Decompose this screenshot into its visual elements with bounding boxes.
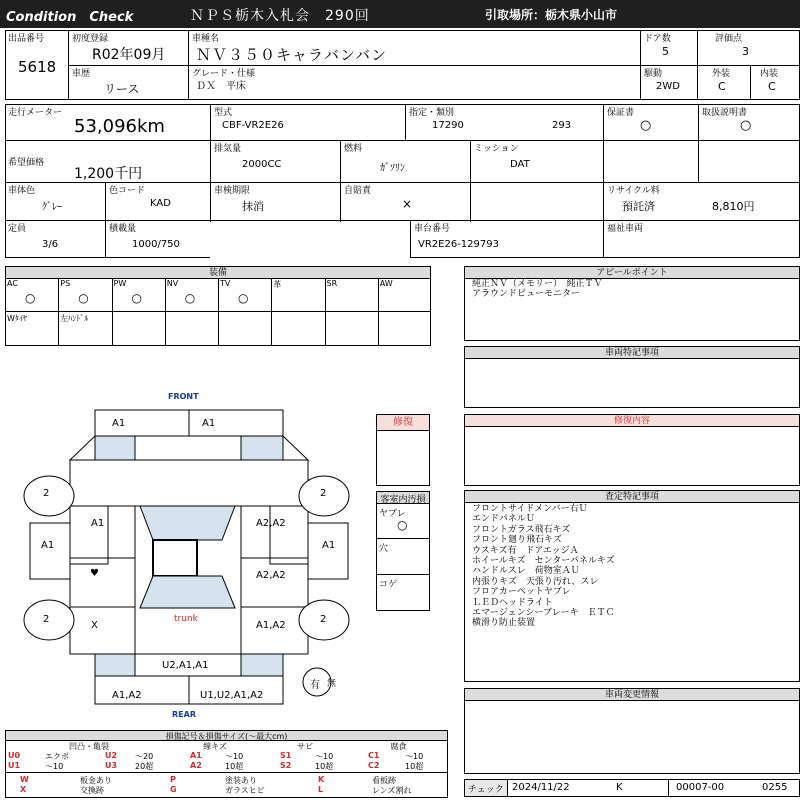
inspection-notes-lines bbox=[472, 504, 615, 629]
warranty-value: ○ bbox=[640, 118, 652, 133]
spec-value-1: 17290 bbox=[432, 120, 464, 131]
legend-desc: ～20 bbox=[135, 752, 154, 761]
check-label: チェック bbox=[468, 785, 504, 795]
interior-value: C bbox=[768, 80, 776, 93]
inspection-note-line: フロントサイドメンバー右Ｕ bbox=[472, 504, 588, 514]
warranty-label: 保証書 bbox=[607, 108, 635, 118]
front-left-lamp bbox=[95, 436, 135, 460]
manual-value: ○ bbox=[740, 118, 752, 133]
change-info-title: 車両変更情報 bbox=[465, 689, 799, 701]
tire-front-left-depth: 2 bbox=[43, 488, 50, 499]
front-right-bumper-damage: A1 bbox=[202, 418, 216, 429]
cabin-tear-label: ヤブレ bbox=[379, 509, 406, 519]
inspection-note-line: ウスキズ有 ドアエッジＡ bbox=[472, 545, 579, 556]
inspection-note-line: 横滑り防止装置 bbox=[472, 618, 536, 629]
legend-desc: 板金あり bbox=[80, 776, 112, 785]
mission-label: ミッション bbox=[474, 144, 519, 154]
equipment-extra: Wﾀｲﾔ bbox=[7, 314, 27, 323]
repair-box-title: 修復 bbox=[377, 415, 429, 431]
history-label: 車歴 bbox=[72, 69, 91, 79]
legend-desc: ガラスヒビ bbox=[225, 786, 265, 795]
reg-value: R02年09月 bbox=[92, 47, 166, 63]
cabin-burn-label: コゲ bbox=[379, 580, 398, 590]
load-label: 積載量 bbox=[109, 224, 137, 234]
rear-bottom-right-damage: U1,U2,A1,A2 bbox=[200, 690, 264, 701]
doors-label: ドア数 bbox=[644, 34, 671, 44]
legend-desc: 10超 bbox=[225, 762, 244, 771]
legend-desc: エクボ bbox=[45, 752, 69, 761]
legend-code: U2 bbox=[105, 751, 118, 760]
recycle-status: 預託済 bbox=[622, 200, 655, 213]
model-value: ＮＶ３５０キャラバンバン bbox=[196, 46, 387, 64]
type-value: CBF-VR2E26 bbox=[222, 120, 284, 131]
car-diagram-svg bbox=[0, 380, 370, 725]
insurance-label: 自賠責 bbox=[344, 186, 372, 196]
price-value: 1,200千円 bbox=[74, 166, 143, 182]
legend-title: 損傷記号＆損傷サイズ(～最大cm) bbox=[6, 731, 447, 741]
reg-label: 初度登録 bbox=[72, 34, 109, 44]
right-fender bbox=[270, 506, 308, 564]
tire-rear-left-depth: 2 bbox=[43, 614, 50, 625]
exterior-label: 外装 bbox=[712, 69, 731, 79]
displacement-label: 排気量 bbox=[214, 144, 242, 154]
grade-value: ＤＸ 平床 bbox=[196, 81, 246, 92]
left-fender bbox=[70, 506, 108, 564]
load-value: 1000/750 bbox=[132, 239, 180, 250]
legend-desc: 交換跡 bbox=[80, 786, 104, 795]
legend-code: C2 bbox=[368, 761, 380, 770]
displacement-value: 2000CC bbox=[242, 159, 282, 170]
rear-bumper-damage: U2,A1,A1 bbox=[162, 660, 209, 671]
equipment-value: ○ bbox=[131, 291, 142, 305]
legend-code: A2 bbox=[190, 761, 202, 770]
color-label: 車体色 bbox=[8, 186, 36, 196]
equipment-title: 装備 bbox=[6, 267, 430, 279]
inspection-label: 車検期限 bbox=[214, 186, 251, 196]
legend-desc: 看板跡 bbox=[372, 776, 396, 785]
recycle-value: 8,810円 bbox=[712, 200, 755, 213]
auction-title: ＮＰＳ栃木入札会 290回 bbox=[190, 8, 370, 24]
equipment-label: SR bbox=[326, 279, 338, 288]
legend-code: L bbox=[318, 785, 324, 794]
fuel-label: 燃料 bbox=[344, 144, 363, 154]
tire-rear-right-depth: 2 bbox=[320, 614, 327, 625]
rear-left-door-mark: ♥ bbox=[90, 568, 99, 579]
inspection-note-line: ホイールキズ センターパネルキズ bbox=[472, 556, 615, 567]
colorcode-value: KAD bbox=[150, 198, 171, 209]
front-right-door-damage: A2,A2 bbox=[256, 518, 286, 529]
mileage-value: 53,096km bbox=[74, 116, 165, 137]
mileage-label: 走行メーター bbox=[8, 108, 63, 118]
cabin-stain-title: 客室内汚損 bbox=[377, 492, 429, 504]
condition-check-title: Condition Check bbox=[6, 10, 134, 25]
legend-desc: 10超 bbox=[315, 762, 334, 771]
cabin-hole-label: 穴 bbox=[379, 544, 389, 554]
legend-code: X bbox=[20, 785, 27, 794]
spare-none: 無 bbox=[327, 679, 337, 689]
exterior-value: C bbox=[718, 80, 726, 93]
inspection-note-line: 内張りキズ 天張り汚れ、スレ bbox=[472, 576, 599, 587]
inspection-note-line: フロントガラス飛石キズ bbox=[472, 524, 571, 535]
appeal-line: アラウンドビューモニター bbox=[472, 289, 581, 299]
lot-label: 出品番号 bbox=[8, 34, 45, 44]
legend-code: S1 bbox=[280, 751, 292, 760]
left-side-damage: A1 bbox=[41, 540, 55, 551]
tire-front-right-depth: 2 bbox=[320, 488, 327, 499]
fuel-value: ｶﾞｿﾘﾝ bbox=[380, 163, 405, 174]
insurance-value: × bbox=[402, 197, 413, 211]
right-side-damage: A1 bbox=[322, 540, 336, 551]
inspection-note-line: フロント廻り飛石キズ bbox=[472, 535, 562, 546]
front-left-bumper-damage: A1 bbox=[112, 418, 126, 429]
equipment-label: PS bbox=[60, 279, 71, 288]
legend-header: 腐食 bbox=[390, 742, 407, 751]
inspection-note-line: フロアカーペットヤブレ bbox=[472, 587, 571, 598]
equipment-extra: 左ﾊﾝﾄﾞﾙ bbox=[60, 314, 89, 323]
appeal-title: アピールポイント bbox=[465, 267, 799, 279]
capacity-label: 定員 bbox=[8, 224, 27, 234]
front-label: FRONT bbox=[168, 392, 199, 401]
legend-desc: レンズ割れ bbox=[372, 786, 412, 795]
car-diagram bbox=[0, 380, 370, 725]
legend-desc: 10超 bbox=[405, 762, 424, 771]
manual-label: 取扱説明書 bbox=[702, 108, 748, 118]
legend-desc: 塗装あり bbox=[225, 776, 257, 785]
history-value: リース bbox=[104, 82, 140, 96]
spare-yes: 有 bbox=[310, 680, 320, 691]
inspection-note-line: ハンドルスレ 荷物室ＡＵ bbox=[472, 566, 580, 577]
rear-right-door-damage: A2,A2 bbox=[256, 570, 286, 581]
chassis-label: 車台番号 bbox=[414, 224, 451, 234]
lot-number: 5618 bbox=[18, 58, 57, 76]
legend-header: 線キズ bbox=[203, 742, 227, 751]
legend-code: U3 bbox=[105, 761, 118, 770]
rear-right-damage: A1,A2 bbox=[256, 620, 286, 631]
model-label: 車種名 bbox=[192, 34, 220, 44]
appeal-lines bbox=[472, 279, 603, 299]
appeal-line: 純正ＮＶ（メモリー） 純正ＴＶ bbox=[472, 279, 603, 289]
drive-value: 2WD bbox=[656, 81, 680, 92]
trunk-label: trunk bbox=[174, 614, 198, 624]
legend-code: U0 bbox=[8, 751, 21, 760]
header-bar bbox=[0, 0, 800, 28]
rear-left-damage: X bbox=[91, 620, 98, 631]
legend-code: A1 bbox=[190, 751, 202, 760]
rear-bottom-left-damage: A1,A2 bbox=[112, 690, 142, 701]
check-date: 2024/11/22 bbox=[512, 782, 570, 793]
inspection-note-line: エマージェンシーブレーキ ＥＴＣ bbox=[472, 608, 615, 619]
grade-label: グレード・仕様 bbox=[192, 69, 256, 79]
spec-value-2: 293 bbox=[552, 120, 572, 131]
front-right-lamp bbox=[241, 436, 283, 460]
type-label: 型式 bbox=[214, 108, 233, 118]
equipment-label: AC bbox=[7, 279, 18, 288]
doors-value: 5 bbox=[662, 45, 669, 58]
equipment-value: ○ bbox=[184, 291, 196, 305]
legend-header: 凹凸・亀裂 bbox=[69, 742, 109, 751]
front-left-door-damage: A1 bbox=[91, 518, 105, 529]
legend-code: U1 bbox=[8, 761, 21, 770]
legend-desc: ～10 bbox=[315, 752, 334, 761]
color-value: ｸﾞﾚｰ bbox=[42, 202, 62, 213]
legend-desc: ～10 bbox=[45, 762, 64, 771]
equipment-value: ○ bbox=[25, 291, 36, 305]
pickup-location: 引取場所：栃木県小山市 bbox=[485, 8, 618, 22]
legend-code: P bbox=[170, 775, 176, 784]
capacity-value: 3/6 bbox=[42, 239, 59, 250]
legend-header: サビ bbox=[297, 742, 313, 751]
cabin-tear-value: ○ bbox=[397, 518, 408, 532]
legend-code: W bbox=[20, 775, 29, 784]
drive-label: 駆動 bbox=[644, 69, 663, 79]
equipment-label: TV bbox=[220, 279, 231, 288]
footer-code-2: 0255 bbox=[762, 782, 788, 793]
legend-desc: ～10 bbox=[405, 752, 424, 761]
legend-desc: ～10 bbox=[225, 752, 244, 761]
recycle-label: リサイクル料 bbox=[607, 186, 660, 196]
spec-label: 指定・類別 bbox=[409, 108, 455, 118]
footer-code-1: 00007-00 bbox=[676, 782, 725, 793]
legend-code: S2 bbox=[280, 761, 292, 770]
legend-code: K bbox=[318, 775, 325, 784]
inspection-value: 抹消 bbox=[242, 200, 264, 213]
legend-code: C1 bbox=[368, 751, 380, 760]
left-side-panel bbox=[30, 523, 70, 579]
price-label: 希望価格 bbox=[8, 158, 45, 168]
special-notes-title: 車両特記事項 bbox=[465, 347, 799, 359]
right-side-panel bbox=[308, 523, 348, 579]
interior-label: 内装 bbox=[760, 69, 779, 79]
checker-id: K bbox=[616, 782, 623, 793]
legend-desc: 20超 bbox=[135, 762, 154, 771]
equipment-label: PW bbox=[113, 279, 127, 288]
score-value: 3 bbox=[742, 45, 749, 58]
equipment-label: 革 bbox=[273, 280, 282, 289]
colorcode-label: 色コード bbox=[109, 186, 146, 196]
mission-value: DAT bbox=[510, 159, 530, 170]
inspection-notes-title: 査定特記事項 bbox=[465, 491, 799, 503]
repair-content-title: 修復内容 bbox=[465, 415, 799, 427]
equipment-label: AW bbox=[379, 279, 393, 288]
inspection-note-line: ＬＥＤヘッドライト bbox=[472, 597, 553, 608]
chassis-value: VR2E26-129793 bbox=[418, 239, 499, 250]
score-label: 評価点 bbox=[715, 34, 743, 44]
welfare-label: 福祉車両 bbox=[607, 224, 644, 234]
equipment-label: NV bbox=[166, 279, 179, 288]
rear-label: REAR bbox=[172, 710, 196, 719]
inspection-note-line: エンドパネルＵ bbox=[472, 514, 535, 525]
equipment-value: ○ bbox=[238, 291, 249, 305]
equipment-value: ○ bbox=[78, 291, 89, 305]
legend-code: G bbox=[170, 785, 177, 794]
